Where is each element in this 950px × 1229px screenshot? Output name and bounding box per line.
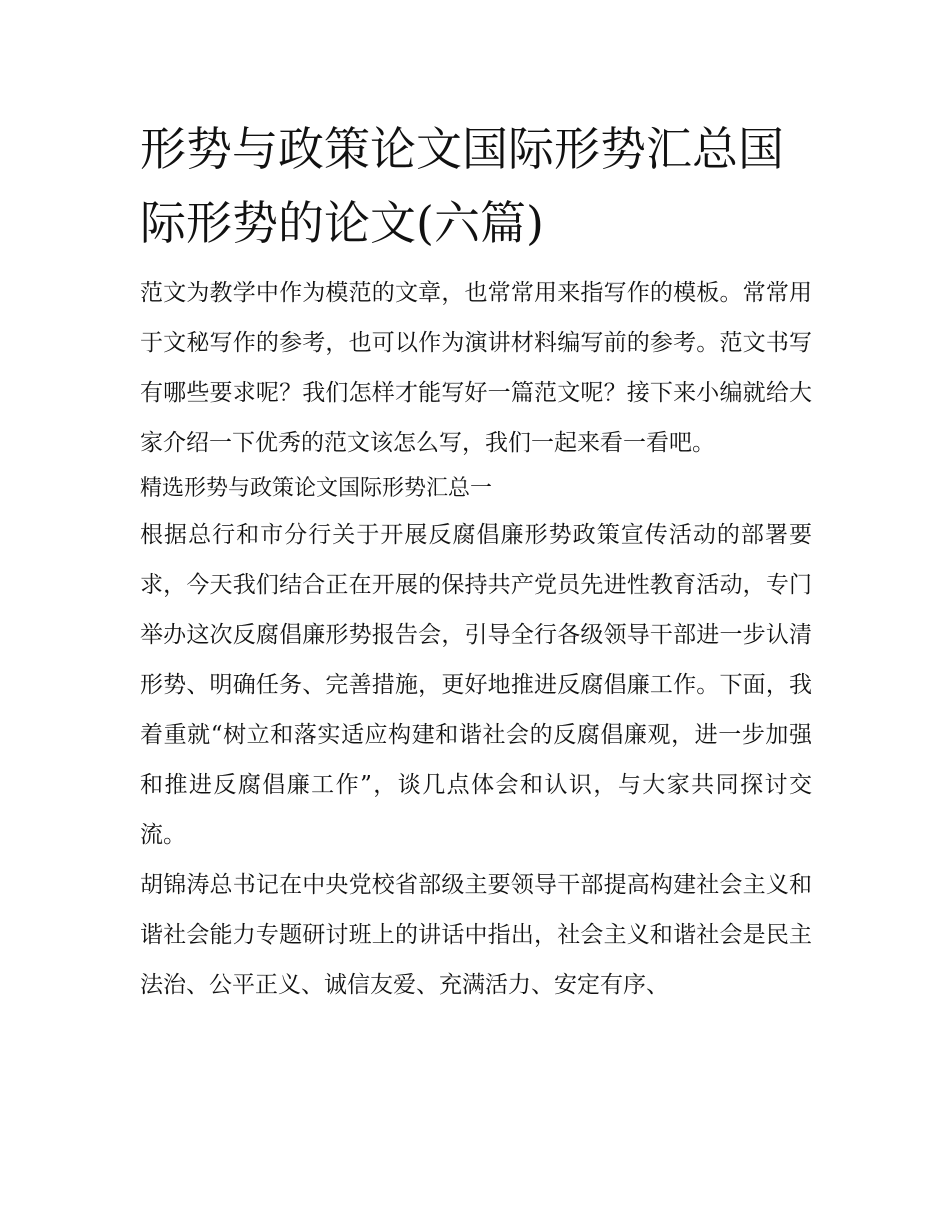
body-paragraph-2: 胡锦涛总书记在中央党校省部级主要领导干部提高构建社会主义和谐社会能力专题研讨班上的讲话中指出，社会主义和谐社会是民主法治、公平正义、诚信友爱、充满活力、安定有序、 bbox=[140, 872, 812, 998]
document-page bbox=[140, 112, 812, 1010]
document-title: 形势与政策论文国际形势汇总国际形势的论文(六篇) bbox=[140, 122, 784, 250]
intro-paragraph: 范文为教学中作为模范的文章，也常常用来指写作的模板。常常用于文秘写作的参考，也可以作为演讲材料编写前的参考。范文书写有哪些要求呢？我们怎样才能写好一篇范文呢？接下来小编就给大家介绍一下优秀的范文该怎么写，我们一起来看一看吧。 bbox=[140, 280, 812, 456]
section-heading: 精选形势与政策论文国际形势汇总一 bbox=[140, 476, 493, 501]
body-paragraph-1: 根据总行和市分行关于开展反腐倡廉形势政策宣传活动的部署要求，今天我们结合正在开展的保持共产党员先进性教育活动，专门举办这次反腐倡廉形势报告会，引导全行各级领导干部进一步认清形势、明确任务、完善措施，更好地推进反腐倡廉工作。下面，我着重就“树立和落实适应构建和谐社会的反腐倡廉观，进一步加强和推进反腐倡廉工作”，谈几点体会和认识，与大家共同探讨交流。 bbox=[140, 522, 812, 848]
